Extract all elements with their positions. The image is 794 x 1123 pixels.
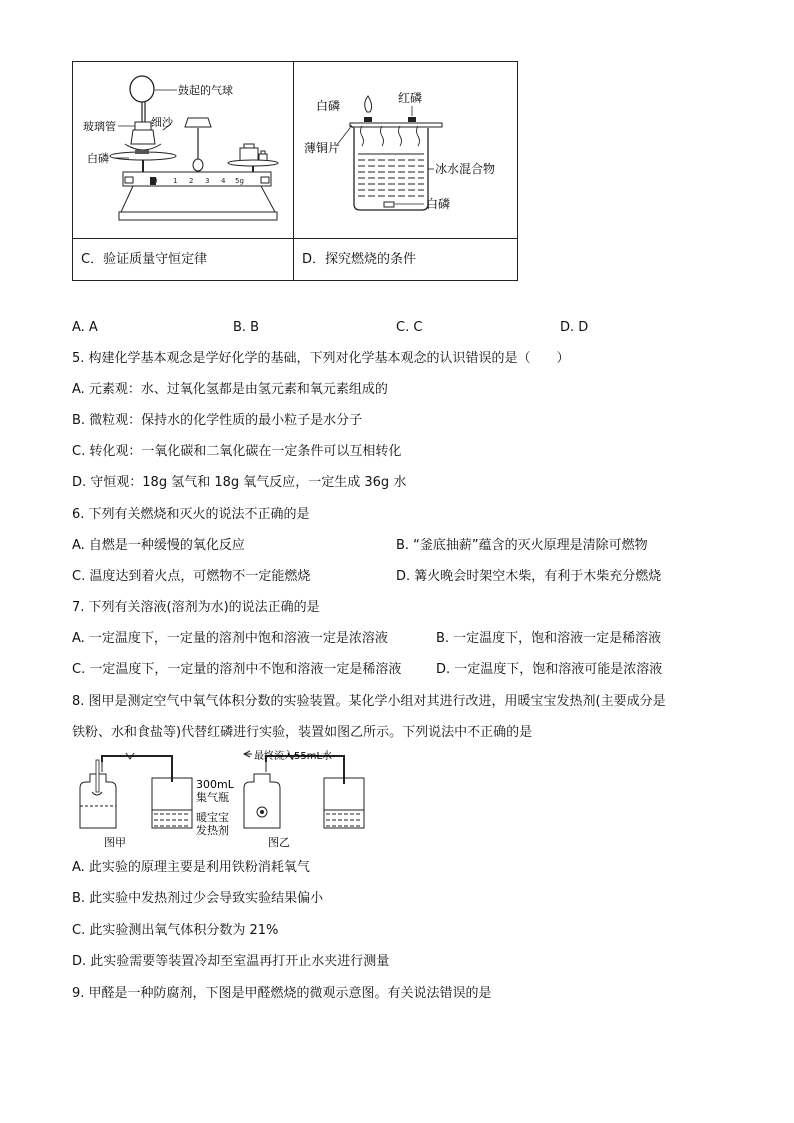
- label-white-phosphorus-top: 白磷: [316, 99, 341, 113]
- scale-tick-5g: 5g: [235, 177, 244, 185]
- q4-option-d: D. D: [560, 320, 589, 335]
- q7-option-c: C. 一定温度下，一定量的溶剂中不饱和溶液一定是稀溶液: [72, 662, 402, 677]
- scale-tick-2: 2: [189, 177, 194, 185]
- label-gas-bottle: 集气瓶: [196, 791, 229, 804]
- q7-stem: 7. 下列有关溶液(溶剂为水)的说法正确的是: [72, 600, 320, 615]
- caption-yi: 图乙: [268, 836, 290, 849]
- caption-d-cell: [294, 239, 518, 281]
- q6-option-b: B. “釜底抽薪”蕴含的灭火原理是清除可燃物: [396, 538, 648, 553]
- label-hand-warmer: 暖宝宝: [196, 811, 229, 824]
- label-final-flow: 最终流入55mL水: [254, 751, 333, 762]
- q8-stem-line1: 8. 图甲是测定空气中氧气体积分数的实验装置。某化学小组对其进行改进，用暖宝宝发热剂(主要成分是: [72, 694, 666, 709]
- q6-stem: 6. 下列有关燃烧和灭火的说法不正确的是: [72, 507, 310, 522]
- q4-option-b: B. B: [233, 320, 260, 335]
- label-copper-sheet: 薄铜片: [304, 141, 341, 155]
- label-ice-water: 冰水混合物: [435, 162, 496, 176]
- q6-option-c: C. 温度达到着火点，可燃物不一定能燃烧: [72, 569, 311, 584]
- caption-d: D．探究燃烧的条件: [302, 252, 417, 267]
- q8-stem-line2: 铁粉、水和食盐等)代替红磷进行实验，装置如图乙所示。下列说法中不正确的是: [72, 725, 533, 740]
- q8-option-b: B. 此实验中发热剂过少会导致实验结果偏小: [72, 891, 324, 906]
- label-white-phosphorus-c: 白磷: [87, 152, 109, 165]
- q5-option-d: D. 守恒观：18g 氢气和 18g 氧气反应，一定生成 36g 水: [72, 475, 407, 490]
- label-heating-agent: 发热剂: [196, 824, 229, 837]
- caption-c-cell: [73, 239, 294, 281]
- scale-tick-1: 1: [173, 177, 178, 185]
- q4-option-c: C. C: [396, 320, 423, 335]
- figure-c-cell: [73, 62, 294, 239]
- q6-option-a: A. 自燃是一种缓慢的氧化反应: [72, 538, 245, 553]
- label-glass-tube: 玻璃管: [83, 120, 116, 133]
- label-balloon: 鼓起的气球: [178, 84, 233, 97]
- q7-option-a: A. 一定温度下，一定量的溶剂中饱和溶液一定是浓溶液: [72, 631, 388, 646]
- scale-tick-4: 4: [221, 177, 226, 185]
- label-sand: 细沙: [151, 116, 173, 129]
- q5-option-c: C. 转化观：一氧化碳和二氧化碳在一定条件可以互相转化: [72, 444, 402, 459]
- figure-table: [72, 61, 518, 281]
- oxygen-experiment-figure: [72, 748, 372, 852]
- q5-option-a: A. 元素观：水、过氧化氢都是由氢元素和氧元素组成的: [72, 382, 388, 397]
- caption-c: C．验证质量守恒定律: [81, 252, 208, 267]
- scale-tick-0: 0: [153, 177, 158, 185]
- q8-option-d: D. 此实验需要等装置冷却至室温再打开止水夹进行测量: [72, 954, 390, 969]
- figure-d-cell: [294, 62, 518, 239]
- q9-stem: 9. 甲醛是一种防腐剂，下图是甲醛燃烧的微观示意图。有关说法错误的是: [72, 986, 492, 1001]
- q7-option-d: D. 一定温度下，饱和溶液可能是浓溶液: [436, 662, 663, 677]
- label-white-phosphorus-bottom: 白磷: [426, 197, 451, 211]
- combustion-apparatus-figure: [294, 62, 517, 234]
- q5-stem: 5. 构建化学基本观念是学好化学的基础，下列对化学基本观念的认识错误的是（ ）: [72, 351, 570, 366]
- q7-option-b: B. 一定温度下，饱和溶液一定是稀溶液: [436, 631, 662, 646]
- q4-option-a: A. A: [72, 320, 98, 335]
- q8-option-c: C. 此实验测出氧气体积分数为 21%: [72, 923, 279, 938]
- label-red-phosphorus: 红磷: [398, 91, 423, 105]
- q8-option-a: A. 此实验的原理主要是利用铁粉消耗氧气: [72, 860, 310, 875]
- balance-apparatus-figure: [73, 62, 293, 234]
- caption-jia: 图甲: [104, 836, 126, 849]
- scale-tick-3: 3: [205, 177, 210, 185]
- label-300ml: 300mL: [196, 778, 234, 791]
- q5-option-b: B. 微粒观：保持水的化学性质的最小粒子是水分子: [72, 413, 363, 428]
- q6-option-d: D. 篝火晚会时架空木柴，有利于木柴充分燃烧: [396, 569, 662, 584]
